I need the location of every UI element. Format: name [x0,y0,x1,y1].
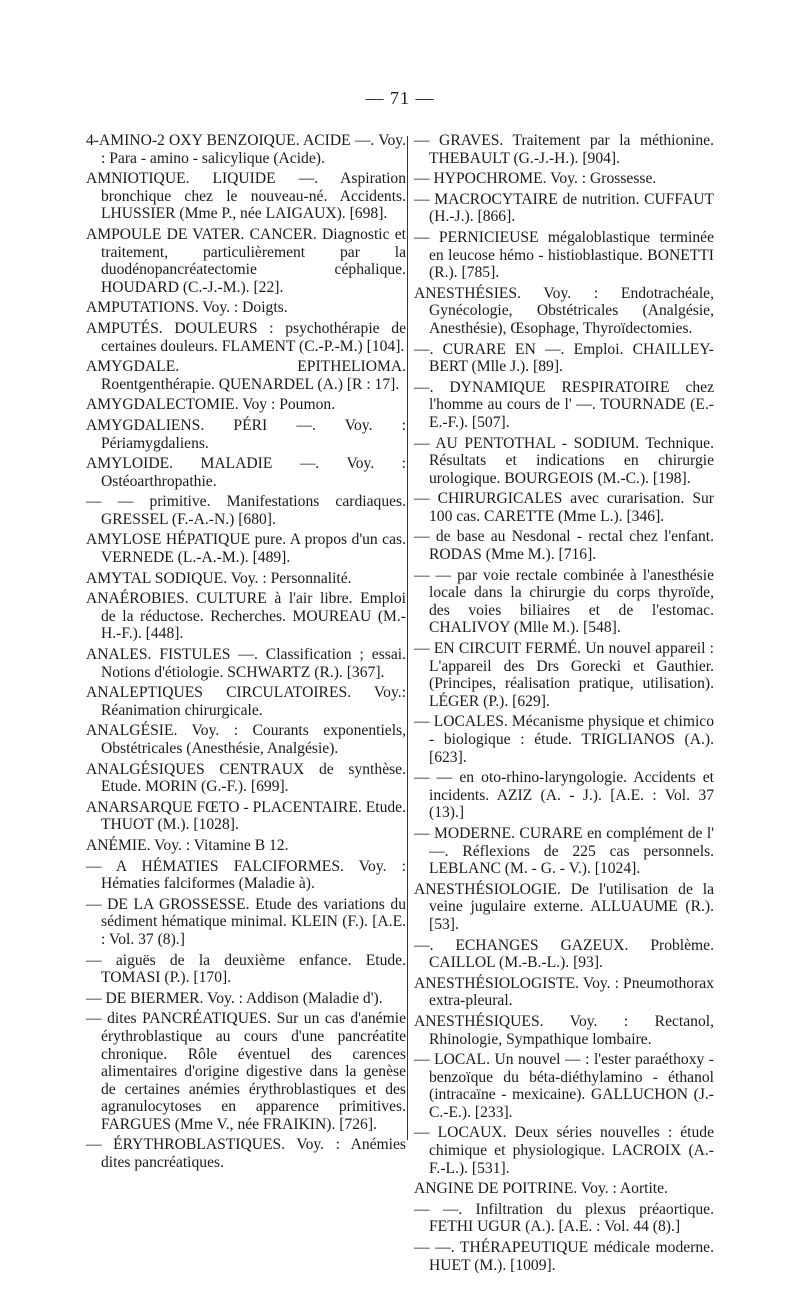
index-entry: ANESTHÉSIES. Voy. : Endotrachéale, Gynécologie, Obstétricales (Analgésie, Anesthésie), Œsophage, Thyroïdectomies. [414,284,714,337]
index-entry: — —. THÉRAPEUTIQUE médicale moderne. HUET (M.). [1009]. [414,1239,714,1274]
index-entry: AMPUTATIONS. Voy. : Doigts. [86,299,288,317]
index-entry: — LOCAUX. Deux séries nouvelles : étude chimique et physiologique. LACROIX (A.-F.-L.). [531]. [414,1124,714,1177]
index-entry: — —. Infiltration du plexus préaortique. FETHI UGUR (A.). [A.E. : Vol. 44 (8).] [414,1200,714,1236]
index-entry: — de base au Nesdonal - rectal chez l'enfant. RODAS (Mme M.). [716]. [414,528,714,564]
index-entry: —. ECHANGES GAZEUX. Problème. CAILLOL (M.-B.-L.). [93]. [414,936,714,972]
index-entry: AMYLOIDE. MALADIE —. Voy. : Ostéoarthropathie. [86,455,406,490]
index-entry: — LOCALES. Mécanisme physique et chimico - biologique : étude. TRIGLIANOS (A.). [623]. [414,713,714,766]
index-entry: AMYTAL SODIQUE. Voy. : Personnalité. [86,569,352,587]
index-entry: — dites PANCRÉATIQUES. Sur un cas d'anémie érythroblastique au cours d'une pancréatite chronique. Rôle éventuel des carences alimentaires d'origine digestive dans la genèse de certaines anémies érythroblastiques et des agranulocytoses en apparence primitives. FARGUES (Mme V., née FRAIKIN). [726]. [86,1010,406,1133]
index-entry: — MODERNE. CURARE en complément de l' —. Réflexions de 225 cas personnels. LEBLANC (M. - G. - V.). [1024]. [414,824,714,878]
index-entry: —. DYNAMIQUE RESPIRATOIRE chez l'homme au cours de l' —. TOURNADE (E.-E.-F.). [507]. [414,378,714,431]
index-entry: AMPOULE DE VATER. CANCER. Diagnostic et traitement, particulièrement par la duodénopancréatectomie céphalique. HOUDARD (C.-J.-M.). [22]. [86,225,406,296]
index-entry: — HYPOCHROME. Voy. : Grossesse. [414,170,657,188]
index-entry: ANESTHÉSIOLOGIE. De l'utilisation de la veine jugulaire externe. ALLUAUME (R.). [53]. [414,880,714,933]
index-entry: — DE BIERMER. Voy. : Addison (Maladie d'). [86,989,383,1007]
index-entry: ANALGÉSIQUES CENTRAUX de synthèse. Etude. MORIN (G.-F.). [699]. [86,760,406,796]
index-entry: — — par voie rectale combinée à l'anesthésie locale dans la chirurgie du corps thyroïde, des voies biliaires et de l'estomac. CHALIVOY (Mlle M.). [548]. [414,566,714,637]
index-entry: — A HÉMATIES FALCIFORMES. Voy. : Hématies falciformes (Maladie à). [86,857,406,893]
index-entry: AMYGDALECTOMIE. Voy : Poumon. [86,396,336,414]
index-entry: — DE LA GROSSESSE. Etude des variations du sédiment hématique minimal. KLEIN (F.). [A.E. : Vol. 37 (8).] [86,895,406,948]
index-entry: ANESTHÉSIQUES. Voy. : Rectanol, Rhinologie, Sympathique lombaire. [414,1012,714,1048]
index-entry: — MACROCYTAIRE de nutrition. CUFFAUT (H.-J.). [866]. [414,190,714,226]
column-divider [407,136,408,1140]
index-entry: — — en oto-rhino-laryngologie. Accidents et incidents. AZIZ (A. - J.). [A.E. : Vol. 37 (13).] [414,769,714,822]
index-entry: — GRAVES. Traitement par la méthionine. THEBAULT (G.-J.-H.). [904]. [414,132,714,167]
index-entry: ANARSARQUE FŒTO - PLACENTAIRE. Etude. THUOT (M.). [1028]. [86,798,406,834]
index-entry: ANALGÉSIE. Voy. : Courants exponentiels, Obstétricales (Anesthésie, Analgésie). [86,722,406,757]
left-column [86,132,406,1175]
index-entry: AMNIOTIQUE. LIQUIDE —. Aspiration bronchique chez le nouveau-né. Accidents. LHUSSIER (Mme P., née LAIGAUX). [698]. [86,170,406,223]
index-entry: — CHIRURGICALES avec curarisation. Sur 100 cas. CARETTE (Mme L.). [346]. [414,490,714,525]
index-entry: — PERNICIEUSE mégaloblastique terminée en leucose hémo - histioblastique. BONETTI (R.). [785]. [414,228,714,282]
index-entry: ANGINE DE POITRINE. Voy. : Aortite. [414,1180,668,1198]
index-entry: AMYGDALE. EPITHELIOMA. Roentgenthérapie. QUENARDEL (A.) [R : 17]. [86,358,406,393]
index-entry: ANALEPTIQUES CIRCULATOIRES. Voy.: Réanimation chirurgicale. [86,684,406,719]
page-number: — 71 — [365,88,435,108]
index-entry: — AU PENTOTHAL - SODIUM. Technique. Résultats et indications en chirurgie urologique. BOURGEOIS (M.-C.). [198]. [414,434,714,487]
index-entry: —. CURARE EN —. Emploi. CHAILLEY-BERT (Mlle J.). [89]. [414,340,714,376]
index-entry: — ÉRYTHROBLASTIQUES. Voy. : Anémies dites pancréatiques. [86,1136,406,1172]
index-entry: ANALES. FISTULES —. Classification ; essai. Notions d'étiologie. SCHWARTZ (R.). [367]. [86,646,406,681]
index-entry: AMYLOSE HÉPATIQUE pure. A propos d'un cas. VERNEDE (L.-A.-M.). [489]. [86,531,406,567]
index-entry: 4-AMINO-2 OXY BENZOIQUE. ACIDE —. Voy. : Para - amino - salicylique (Acide). [86,132,406,167]
index-entry: — EN CIRCUIT FERMÉ. Un nouvel appareil : L'appareil des Drs Gorecki et Gauthier. (Principes, réalisation pratique, utilisation). LÉGER (P.). [629]. [414,640,714,710]
right-column [414,132,714,1277]
index-entry: ANESTHÉSIOLOGISTE. Voy. : Pneumothorax extra-pleural. [414,974,714,1010]
index-entry: AMPUTÉS. DOULEURS : psychothérapie de certaines douleurs. FLAMENT (C.-P.-M.) [104]. [86,319,406,355]
index-entry: ANÉMIE. Voy. : Vitamine B 12. [86,836,289,854]
index-entry: — — primitive. Manifestations cardiaques. GRESSEL (F.-A.-N.) [680]. [86,493,406,528]
index-entry: — aiguës de la deuxième enfance. Etude. TOMASI (P.). [170]. [86,951,406,987]
index-entry: ANAÉROBIES. CULTURE à l'air libre. Emploi de la réductose. Recherches. MOUREAU (M.-H.-F.). [448]. [86,590,406,643]
index-entry: — LOCAL. Un nouvel — : l'ester paraéthoxy - benzoïque du béta-diéthylamino - éthanol (intracaïne - mexicaine). GALLUCHON (J.-C.-E.). [233]. [414,1051,714,1121]
index-entry: AMYGDALIENS. PÉRI —. Voy. : Périamygdaliens. [86,416,406,452]
